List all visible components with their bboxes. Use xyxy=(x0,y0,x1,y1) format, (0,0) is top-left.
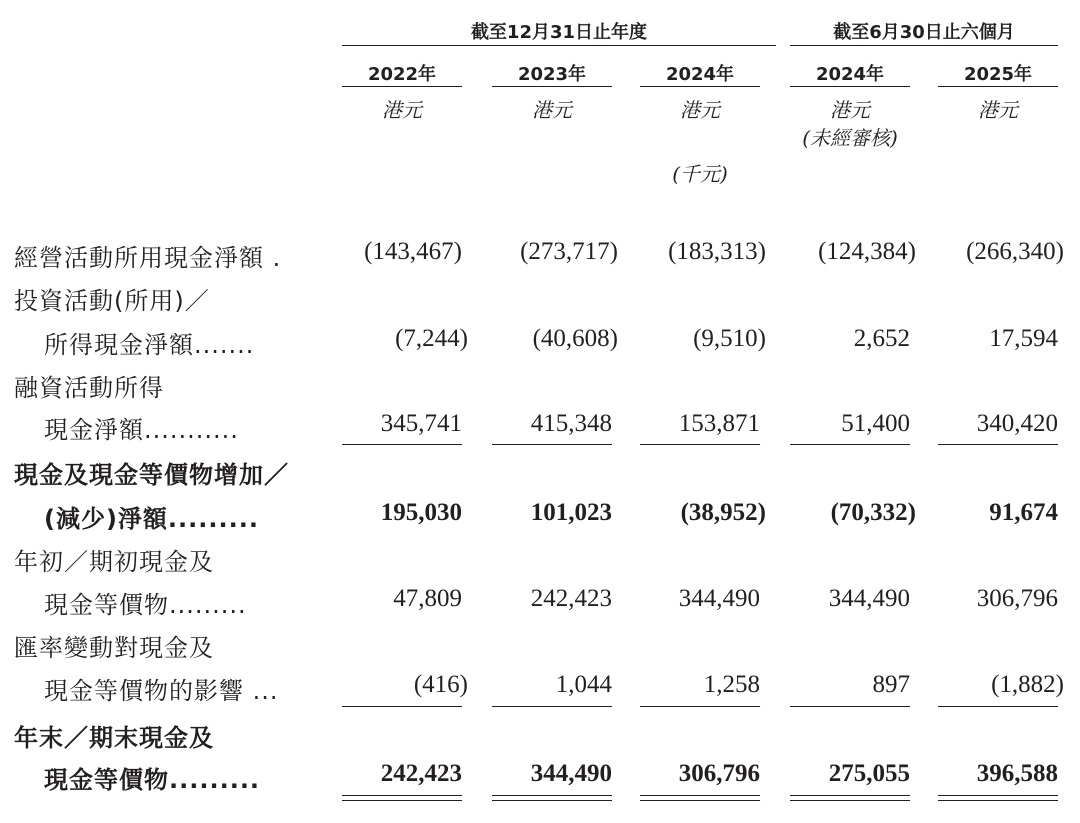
total-double-rule xyxy=(492,795,612,796)
cell-value: 153,871 xyxy=(678,410,760,437)
cell-value: 1,258 xyxy=(703,671,760,698)
cell-value: (124,384) xyxy=(818,238,916,265)
cell-value: (38,952) xyxy=(680,499,766,526)
cell-value: 345,741 xyxy=(380,410,462,437)
subtotal-rule xyxy=(342,444,462,445)
cell-value: 91,674 xyxy=(989,499,1058,526)
subtotal-rule xyxy=(342,706,462,707)
cell-value: 306,796 xyxy=(678,760,760,787)
row-label-opening-cash-equivalents: 現金等價物......... xyxy=(44,591,247,619)
cell-value: 101,023 xyxy=(530,499,612,526)
row-label-opening-cash: 年初／期初現金及 xyxy=(14,548,214,576)
year-rule xyxy=(492,86,612,87)
cell-value: 17,594 xyxy=(989,325,1058,352)
cell-value: 344,490 xyxy=(530,760,612,787)
header-group-annual-rule xyxy=(342,45,776,46)
cell-value: (40,608) xyxy=(532,325,618,352)
year-rule xyxy=(790,86,910,87)
cell-value: 2,652 xyxy=(853,325,910,352)
year-header-2024: 2024年 xyxy=(665,64,735,85)
row-label-financing-net: 現金淨額........... xyxy=(44,416,239,444)
cell-value: 396,588 xyxy=(976,760,1058,787)
row-label-investing-net: 所得現金淨額....... xyxy=(44,331,255,359)
cell-value: (143,467) xyxy=(364,238,462,265)
currency-unit: 港元 xyxy=(532,98,572,122)
currency-unit: 港元 xyxy=(830,98,870,122)
total-double-rule xyxy=(938,800,1058,801)
currency-unit: 港元 xyxy=(680,98,720,122)
total-double-rule xyxy=(640,800,760,801)
cell-value: (183,313) xyxy=(668,238,766,265)
subtotal-rule xyxy=(640,706,760,707)
year-rule xyxy=(342,86,462,87)
total-double-rule xyxy=(938,795,1058,796)
currency-unit: 港元 xyxy=(382,98,422,122)
subtotal-rule xyxy=(640,444,760,445)
header-group-annual: 截至12月31日止年度 xyxy=(470,22,648,43)
header-group-half-rule xyxy=(790,45,1058,46)
cell-value: (70,332) xyxy=(830,499,916,526)
row-label-net-change-amount: (減少)淨額......... xyxy=(44,505,259,533)
cell-value: (7,244) xyxy=(395,325,468,352)
cell-value: (9,510) xyxy=(693,325,766,352)
currency-unit: 港元 xyxy=(978,98,1018,122)
row-label-net-change: 現金及現金等價物增加／ xyxy=(14,461,289,489)
subtotal-rule xyxy=(938,444,1058,445)
cell-value: 242,423 xyxy=(530,585,612,612)
year-header-2023: 2023年 xyxy=(517,64,587,85)
cell-value: 242,423 xyxy=(380,760,462,787)
row-label-closing-cash-equivalents: 現金等價物......... xyxy=(44,766,261,794)
year-header-2025-half: 2025年 xyxy=(963,64,1033,85)
cell-value: 897 xyxy=(872,671,910,698)
year-header-2022: 2022年 xyxy=(367,64,437,85)
unaudited-note: (未經審核) xyxy=(802,126,898,150)
cell-value: (1,882) xyxy=(991,671,1064,698)
total-double-rule xyxy=(790,795,910,796)
row-label-operating: 經營活動所用現金淨額 . xyxy=(14,244,282,272)
subtotal-rule xyxy=(790,706,910,707)
row-label-financing: 融資活動所得 xyxy=(14,374,164,402)
cell-value: 306,796 xyxy=(976,585,1058,612)
cell-value: 51,400 xyxy=(841,410,910,437)
total-double-rule xyxy=(492,800,612,801)
header-group-half: 截至6月30日止六個月 xyxy=(833,22,1015,43)
year-rule xyxy=(640,86,760,87)
year-header-2024-half: 2024年 xyxy=(815,64,885,85)
cell-value: (416) xyxy=(413,671,468,698)
cell-value: 415,348 xyxy=(530,410,612,437)
subtotal-rule xyxy=(938,706,1058,707)
subtotal-rule xyxy=(790,444,910,445)
row-label-investing: 投資活動(所用)／ xyxy=(14,287,210,315)
cell-value: 1,044 xyxy=(555,671,612,698)
subtotal-rule xyxy=(492,706,612,707)
subtotal-rule xyxy=(492,444,612,445)
row-label-fx-effect: 匯率變動對現金及 xyxy=(14,634,214,662)
cell-value: 344,490 xyxy=(828,585,910,612)
row-label-closing-cash: 年末／期末現金及 xyxy=(14,724,214,752)
total-double-rule xyxy=(342,800,462,801)
total-double-rule xyxy=(790,800,910,801)
year-rule xyxy=(938,86,1058,87)
row-label-fx-effect-amount: 現金等價物的影響 ... xyxy=(44,677,279,705)
cell-value: 195,030 xyxy=(380,499,462,526)
cell-value: 340,420 xyxy=(976,410,1058,437)
cell-value: (266,340) xyxy=(966,238,1064,265)
total-double-rule xyxy=(640,795,760,796)
total-double-rule xyxy=(342,795,462,796)
cell-value: 47,809 xyxy=(393,585,462,612)
thousand-note: (千元) xyxy=(672,162,728,186)
cell-value: (273,717) xyxy=(520,238,618,265)
cell-value: 275,055 xyxy=(828,760,910,787)
cell-value: 344,490 xyxy=(678,585,760,612)
